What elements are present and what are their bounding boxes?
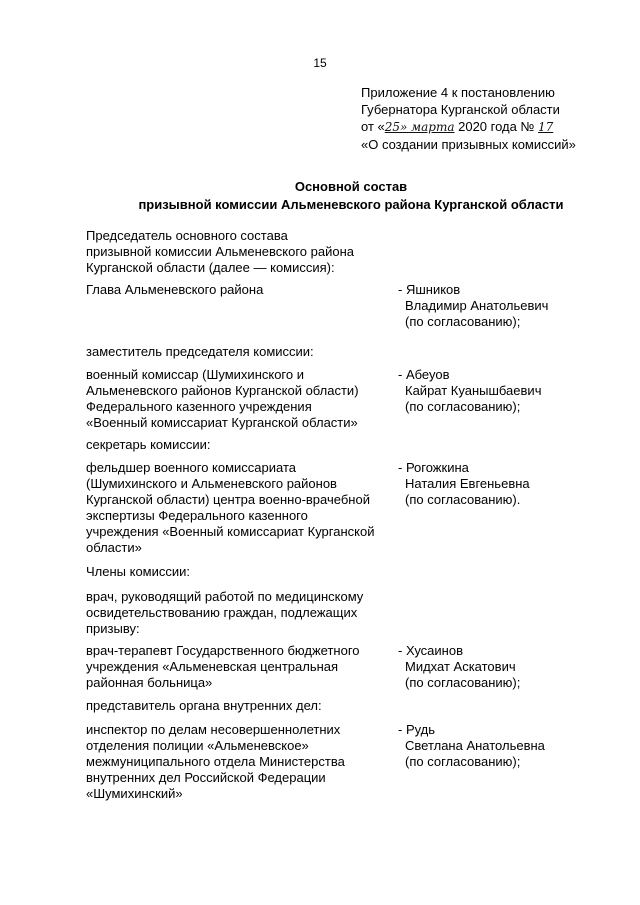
section-heading: заместитель председателя комиссии: bbox=[86, 344, 314, 359]
member-name-line: (по согласованию); bbox=[405, 754, 521, 769]
member-name-line: Кайрат Куанышбаевич bbox=[405, 383, 542, 398]
handwritten-number: 17 bbox=[538, 120, 554, 134]
section-heading: секретарь комиссии: bbox=[86, 437, 211, 452]
member-surname: - Хусаинов bbox=[398, 643, 463, 658]
member-name-line: (по согласованию); bbox=[405, 675, 521, 690]
position-line: внутренних дел Российской Федерации bbox=[86, 770, 326, 785]
title-line-2: призывной комиссии Альменевского района Курганской области bbox=[138, 197, 564, 212]
position-line: инспектор по делам несовершеннолетних bbox=[86, 722, 341, 737]
member-position bbox=[86, 282, 396, 330]
member-name-line: Наталия Евгеньевна bbox=[405, 476, 530, 491]
position-line: врач-терапевт Государственного бюджетного bbox=[86, 643, 360, 658]
appendix-line-1: Приложение 4 к постановлению bbox=[361, 85, 555, 100]
member-name-line: (по согласованию); bbox=[405, 399, 521, 414]
appendix-header bbox=[361, 84, 621, 153]
position-line: Альменевского районов Курганской области) bbox=[86, 383, 359, 398]
chair-heading-line: призывной комиссии Альменевского района bbox=[86, 244, 355, 259]
position-line: учреждения «Альменевская центральная bbox=[86, 659, 339, 674]
position-line: Курганской области) центра военно-врачебной bbox=[86, 492, 370, 507]
position-line: межмуниципального отдела Министерства bbox=[86, 754, 345, 769]
section-heading: представитель органа внутренних дел: bbox=[86, 698, 322, 713]
member-row bbox=[86, 643, 606, 691]
member-name bbox=[398, 282, 548, 330]
member-name-line: Светлана Анатольевна bbox=[405, 738, 545, 753]
chair-heading-line: Курганской области (далее — комиссия): bbox=[86, 260, 335, 275]
position-line: (Шумихинского и Альменевского районов bbox=[86, 476, 337, 491]
appendix-date-line bbox=[361, 118, 621, 136]
member-name bbox=[398, 367, 541, 431]
position-line: отделения полиции «Альменевское» bbox=[86, 738, 309, 753]
document-title bbox=[88, 178, 614, 214]
position-line: призыву: bbox=[86, 621, 140, 636]
member-position bbox=[86, 643, 396, 691]
member-name bbox=[398, 643, 520, 691]
position-line: военный комиссар (Шумихинского и bbox=[86, 367, 304, 382]
member-position bbox=[86, 722, 396, 802]
member-name-line: Мидхат Аскатович bbox=[405, 659, 516, 674]
member-position bbox=[86, 367, 396, 431]
member-name bbox=[398, 460, 530, 556]
position-line: Федерального казенного учреждения bbox=[86, 399, 312, 414]
position-line: учреждения «Военный комиссариат Курганской bbox=[86, 524, 375, 539]
position-line: «Военный комиссариат Курганской области» bbox=[86, 415, 358, 430]
member-row bbox=[86, 460, 606, 556]
appendix-line-4: «О создании призывных комиссий» bbox=[361, 137, 576, 152]
member-name-line: Владимир Анатольевич bbox=[405, 298, 549, 313]
title-line-1: Основной состав bbox=[294, 179, 408, 194]
member-surname: - Рогожкина bbox=[398, 460, 469, 475]
member-surname: - Рудь bbox=[398, 722, 436, 737]
handwritten-date: 25» марта bbox=[384, 120, 455, 134]
commission-list bbox=[86, 228, 606, 802]
member-row bbox=[86, 722, 606, 802]
appendix-line-2: Губернатора Курганской области bbox=[361, 102, 560, 117]
member-position bbox=[86, 589, 396, 637]
member-row bbox=[86, 367, 606, 431]
member-name-line: (по согласованию). bbox=[405, 492, 521, 507]
member-position bbox=[86, 460, 396, 556]
date-suffix: 2020 года № bbox=[454, 119, 539, 134]
member-name-line: (по согласованию); bbox=[405, 314, 521, 329]
date-prefix: от « bbox=[361, 119, 385, 134]
chair-heading bbox=[86, 228, 606, 276]
position-line: Глава Альменевского района bbox=[86, 282, 264, 297]
member-surname: - Яшников bbox=[398, 282, 461, 297]
member-row bbox=[86, 282, 606, 330]
position-line: фельдшер военного комиссариата bbox=[86, 460, 297, 475]
section-heading: Члены комиссии: bbox=[86, 564, 191, 579]
position-line: освидетельствованию граждан, подлежащих bbox=[86, 605, 358, 620]
member-name bbox=[398, 722, 545, 802]
member-row bbox=[86, 589, 606, 637]
position-line: области» bbox=[86, 540, 142, 555]
position-line: экспертизы Федерального казенного bbox=[86, 508, 308, 523]
page-number: 15 bbox=[313, 56, 327, 70]
position-line: «Шумихинский» bbox=[86, 786, 183, 801]
chair-heading-line: Председатель основного состава bbox=[86, 228, 288, 243]
position-line: врач, руководящий работой по медицинскому bbox=[86, 589, 364, 604]
member-surname: - Абеуов bbox=[398, 367, 450, 382]
position-line: районная больница» bbox=[86, 675, 213, 690]
